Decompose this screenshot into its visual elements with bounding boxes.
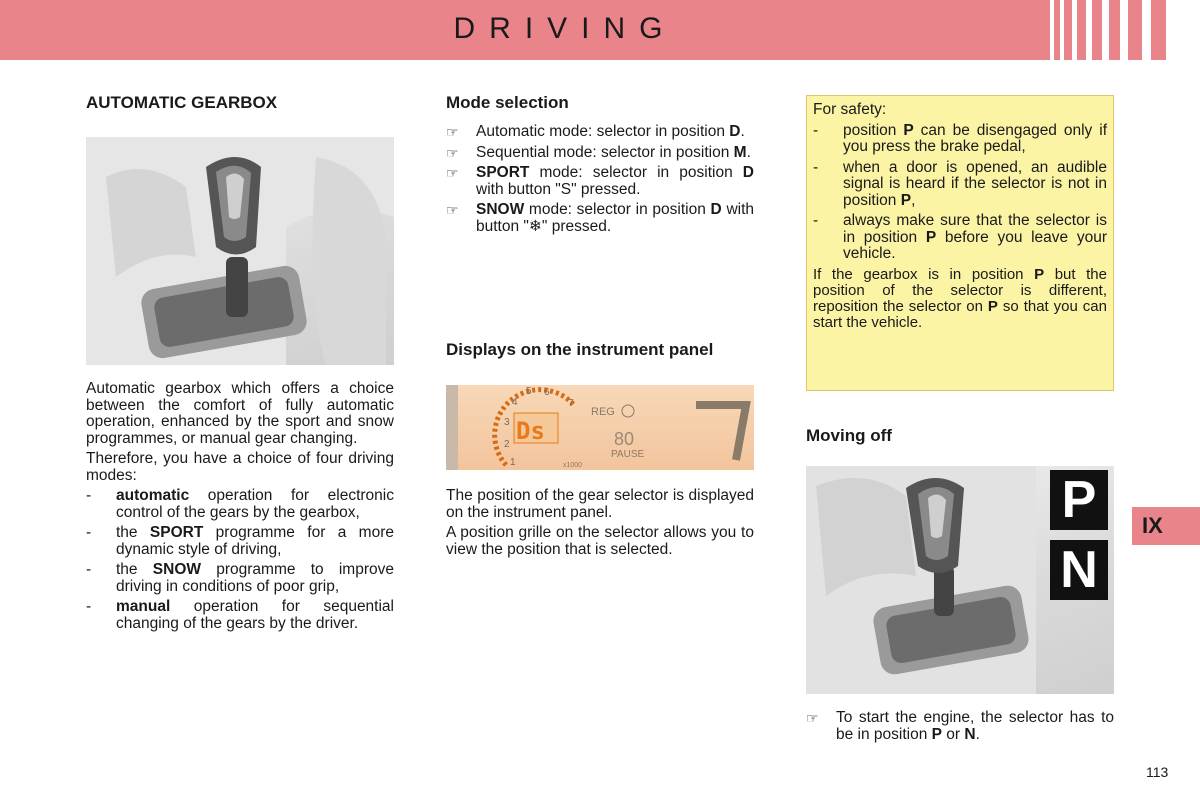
gear-selector-illustration (86, 137, 394, 365)
mode-bullet-sport: ☞ SPORT mode: selector in position D with button "S" pressed. (446, 164, 754, 198)
position-paragraph-1: The position of the gear selector is displayed on the instrument panel. (446, 487, 754, 521)
page-number: 113 (1146, 764, 1169, 780)
header-stripes (1050, 0, 1200, 60)
gear-indicator: Ds (516, 417, 545, 445)
mode-bullet-automatic: ☞ Automatic mode: selector in position D. (446, 123, 745, 140)
svg-text:4: 4 (512, 397, 518, 408)
safety-item: - position P can be disengaged only if you press the brake pedal, (813, 121, 1108, 155)
therefore-paragraph: Therefore, you have a choice of four driving modes: (86, 450, 394, 484)
pointing-hand-icon: ☞ (446, 165, 459, 181)
safety-title: For safety: (813, 101, 887, 118)
gear-p-badge: P (1050, 470, 1108, 530)
page-header (0, 0, 1200, 60)
mode-item-automatic: - automatic operation for electronic control of the gears by the gearbox, (86, 487, 394, 521)
gear-selector-photo (86, 137, 394, 365)
safety-note: If the gearbox is in position P but the position of the selector is different, reposition the selector on P so that you can start the vehicle. (813, 265, 1107, 331)
mode-item-manual: - manual operation for sequential changing of the gears by the driver. (86, 598, 394, 632)
mode-item-snow: - the SNOW programme to improve driving in conditions of poor grip, (86, 561, 394, 595)
pointing-hand-icon: ☞ (446, 144, 459, 161)
gear-n-badge: N (1050, 540, 1108, 600)
mode-selection-heading: Mode selection (446, 93, 569, 112)
svg-text:6: 6 (544, 387, 550, 398)
position-paragraph-2: A position grille on the selector allows you to view the position that is selected. (446, 524, 754, 558)
mode-item-sport: - the SPORT programme for a more dynamic style of driving, (86, 524, 394, 558)
display-heading-wrap (446, 340, 754, 359)
moving-off-heading-wrap (806, 426, 1114, 445)
svg-text:7: 7 (568, 398, 574, 409)
svg-text:REG: REG (591, 406, 615, 418)
pointing-hand-icon: ☞ (446, 124, 459, 140)
moving-off-photo (806, 466, 1114, 694)
pointing-hand-icon: ☞ (806, 710, 819, 726)
mode-bullet-sequential: ☞ Sequential mode: selector in position M. (446, 143, 751, 161)
position-text (446, 488, 754, 562)
instrument-cluster-illustration (446, 385, 754, 470)
automatic-gearbox-heading: AUTOMATIC GEARBOX (86, 93, 278, 112)
safety-item: - always make sure that the selector is in position P before you leave your vehicle. (813, 212, 1107, 262)
svg-text:PAUSE: PAUSE (611, 449, 645, 460)
page-title: DRIVING (453, 12, 677, 45)
svg-text:2: 2 (504, 439, 510, 450)
safety-item: - when a door is opened, an audible signal is heard if the selector is not in position P, (813, 158, 1107, 209)
chapter-tab[interactable]: IX (1132, 507, 1200, 545)
speedometer-icon (622, 405, 634, 417)
moving-off-text (806, 710, 1114, 747)
displays-heading: Displays on the instrument panel (446, 340, 714, 359)
intro-paragraph: Automatic gearbox which offers a choice between the comfort of fully automatic operation, enhanced by the sport and snow programmes, or manual gear changing. (86, 380, 394, 447)
safety-box (806, 95, 1114, 391)
mode-bullet-snow: ☞ SNOW mode: selector in position D with button "❄" pressed. (446, 201, 755, 235)
instrument-panel-display (446, 385, 754, 470)
moving-off-bullet: ☞ To start the engine, the selector has to be in position P or N. (806, 709, 1114, 743)
svg-text:5: 5 (526, 386, 532, 397)
svg-text:80: 80 (614, 429, 635, 449)
left-text (86, 381, 394, 636)
svg-text:x1000: x1000 (563, 462, 583, 469)
middle-column (446, 93, 754, 239)
svg-text:1: 1 (510, 457, 516, 468)
pointing-hand-icon: ☞ (446, 202, 459, 218)
svg-text:3: 3 (504, 417, 510, 428)
left-column (86, 93, 394, 112)
moving-off-heading: Moving off (806, 426, 892, 445)
